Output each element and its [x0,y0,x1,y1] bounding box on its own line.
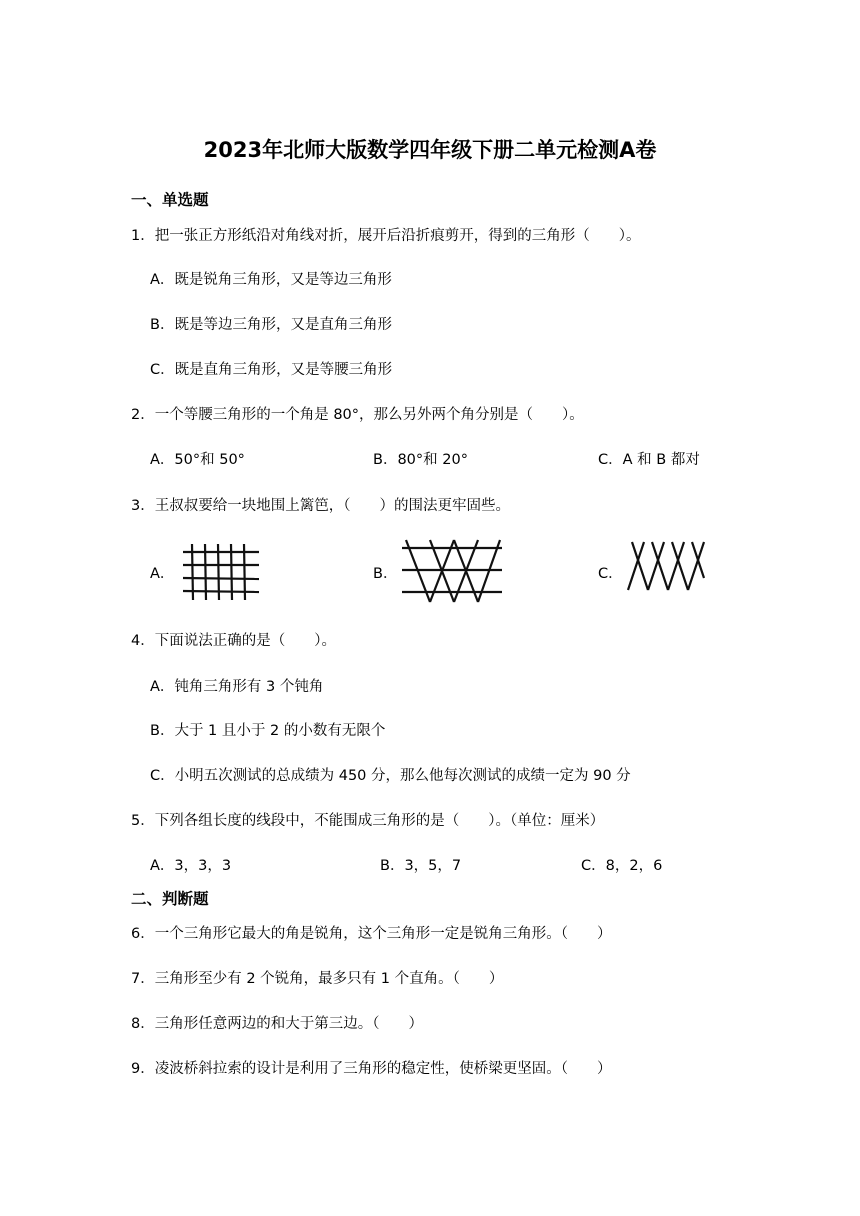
question-4: 4．下面说法正确的是（ ）。 [131,633,336,649]
question-8: 8．三角形任意两边的和大于第三边。（ ） [131,1016,423,1032]
grid-fence-figure [183,544,259,600]
question-3: 3．王叔叔要给一块地围上篱笆，（ ）的围法更牢固些。 [131,498,510,514]
q3-option-a: A． [150,566,175,582]
q1-option-c: C．既是直角三角形，又是等腰三角形 [150,362,393,378]
q4-option-c: C．小明五次测试的总成绩为 450 分，那么他每次测试的成绩一定为 90 分 [150,768,631,784]
q3-option-b: B． [373,566,398,582]
question-1: 1．把一张正方形纸沿对角线对折，展开后沿折痕剪开，得到的三角形（ ）。 [131,228,641,244]
question-6: 6．一个三角形它最大的角是锐角，这个三角形一定是锐角三角形。（ ） [131,926,612,942]
page-title: 2023年北师大版数学四年级下册二单元检测A卷 [203,138,657,162]
q4-option-a: A．钝角三角形有 3 个钝角 [150,679,324,695]
zigzag-fence-figure [626,540,706,592]
q1-option-b: B．既是等边三角形，又是直角三角形 [150,317,392,333]
question-9: 9．凌波桥斜拉索的设计是利用了三角形的稳定性，使桥梁更坚固。（ ） [131,1061,612,1077]
question-7: 7．三角形至少有 2 个锐角，最多只有 1 个直角。（ ） [131,971,504,987]
question-5: 5．下列各组长度的线段中，不能围成三角形的是（ ）。（单位：厘米） [131,813,605,829]
q5-option-a: A．3，3，3 [150,858,232,874]
q1-option-a: A．既是锐角三角形，又是等边三角形 [150,272,392,288]
q2-option-c: C．A 和 B 都对 [598,452,700,468]
section-heading-single-choice: 一、单选题 [131,191,209,209]
triangle-fence-figure [400,538,504,604]
section-heading-true-false: 二、判断题 [131,890,209,908]
q5-option-b: B．3，5，7 [380,858,462,874]
q2-option-b: B．80°和 20° [373,452,468,468]
q4-option-b: B．大于 1 且小于 2 的小数有无限个 [150,723,386,739]
q5-option-c: C．8，2，6 [581,858,663,874]
q3-option-c: C． [598,566,623,582]
q2-option-a: A．50°和 50° [150,452,245,468]
question-2: 2．一个等腰三角形的一个角是 80°，那么另外两个角分别是（ ）。 [131,407,584,423]
